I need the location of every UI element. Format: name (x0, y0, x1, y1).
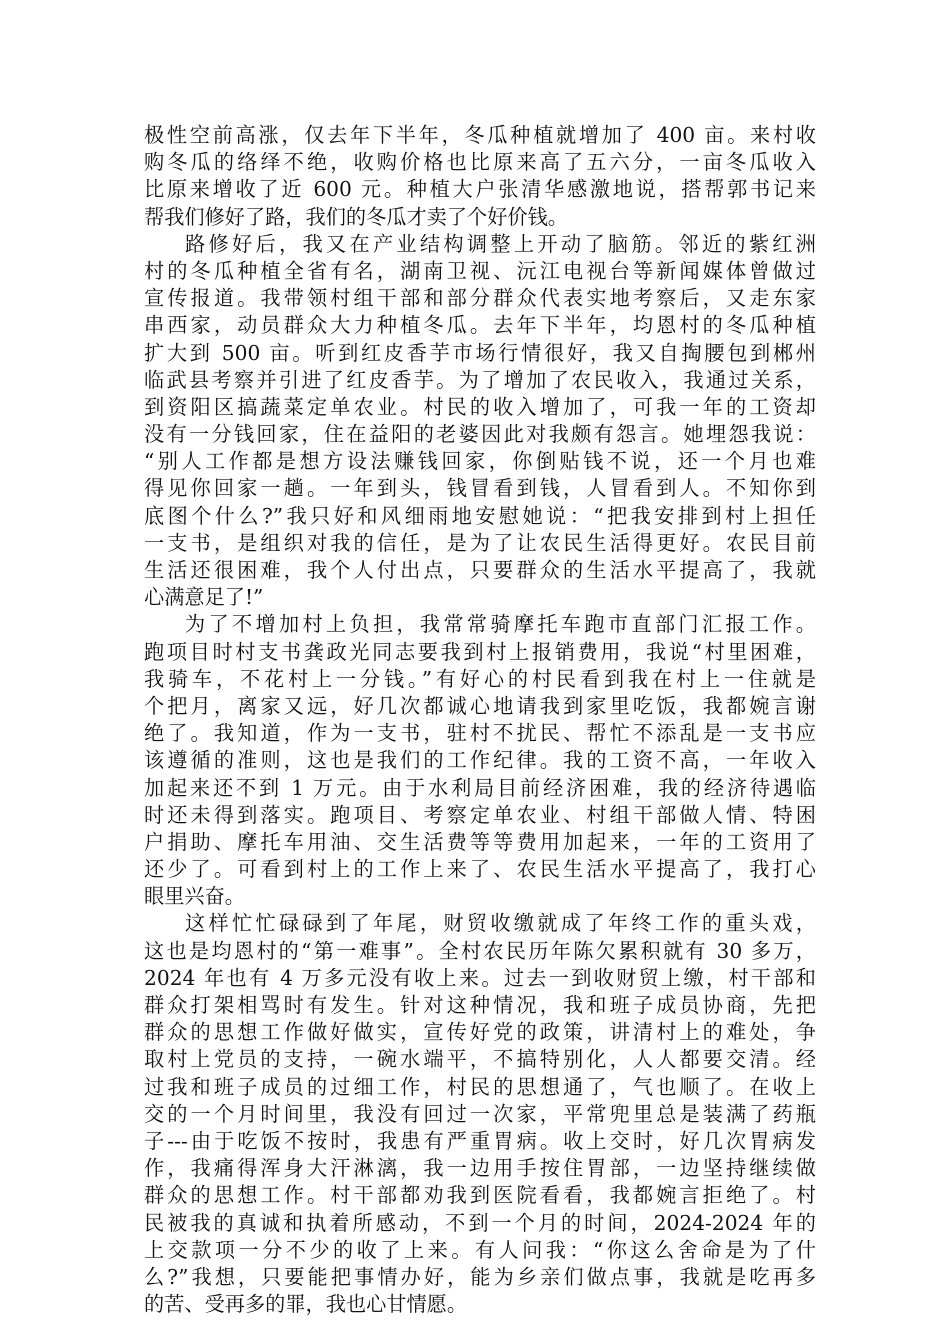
text-line: 2024 年也有 4 万多元没有收上来。过去一到收财贸上缴，村干部和 (144, 965, 816, 990)
text-line: 个把月，离家又远，好几次都诚心地请我到家里吃饭，我都婉言谢 (144, 693, 816, 718)
text-line: 得见你回家一趟。一年到头，钱冒看到钱，人冒看到人。不知你到 (144, 476, 816, 501)
text-line: 时还未得到落实。跑项目、考察定单农业、村组干部做人情、特困 (144, 802, 816, 827)
text-line: 心满意足了!” (144, 585, 264, 610)
text-line: 作，我痛得浑身大汗淋漓，我一边用手按住胃部，一边坚持继续做 (144, 1156, 816, 1181)
text-line: 路修好后，我又在产业结构调整上开动了脑筋。邻近的紫红洲 (185, 231, 816, 256)
text-line: 临武县考察并引进了红皮香芋。为了增加了农民收入，我通过关系， (144, 367, 816, 392)
text-line: 子---由于吃饭不按时，我患有严重胃病。收上交时，好几次胃病发 (144, 1128, 816, 1153)
text-line: 宣传报道。我带领村组干部和部分群众代表实地考察后，又走东家 (144, 286, 816, 311)
text-line: 串西家，动员群众大力种植冬瓜。去年下半年，均恩村的冬瓜种植 (144, 313, 816, 338)
text-line: 加起来还不到 1 万元。由于水利局目前经济困难，我的经济待遇临 (144, 775, 816, 800)
document-body (144, 122, 816, 1318)
text-line: 极性空前高涨，仅去年下半年，冬瓜种植就增加了 400 亩。来村收 (144, 123, 816, 147)
text-line: 一支书，是组织对我的信任，是为了让农民生活得更好。农民目前 (144, 530, 816, 555)
text-line: 我骑车，不花村上一分钱。”有好心的村民看到我在村上一住就是 (144, 666, 816, 691)
text-line: 群众的思想工作做好做实，宣传好党的政策，讲清村上的难处，争 (144, 1020, 816, 1045)
text-line: 上交款项一分不少的收了上来。有人问我：“你这么舍命是为了什 (144, 1237, 816, 1262)
text-line: 比原来增收了近 600 元。种植大户张清华感激地说，搭帮郭书记来 (144, 177, 816, 202)
text-line: 为了不增加村上负担，我常常骑摩托车跑市直部门汇报工作。 (185, 612, 816, 637)
text-line: 扩大到 500 亩。听到红皮香芋市场行情很好，我又自掏腰包到郴州 (144, 340, 816, 365)
text-line: 群众的思想工作。村干部都劝我到医院看看，我都婉言拒绝了。村 (144, 1183, 816, 1208)
text-line: 跑项目时村支书龚政光同志要我到村上报销费用，我说“村里困难， (144, 639, 816, 664)
text-line: “别人工作都是想方设法赚钱回家，你倒贴钱不说，还一个月也难 (144, 449, 816, 474)
text-line: 这样忙忙碌碌到了年尾，财贸收缴就成了年终工作的重头戏， (185, 911, 816, 936)
text-line: 过我和班子成员的过细工作，村民的思想通了，气也顺了。在收上 (144, 1074, 816, 1099)
text-line: 群众打架相骂时有发生。针对这种情况，我和班子成员协商，先把 (144, 993, 816, 1017)
text-line: 还少了。可看到村上的工作上来了、农民生活水平提高了，我打心 (144, 857, 816, 882)
text-line: 民被我的真诚和执着所感动，不到一个月的时间，2024-2024 年的 (144, 1210, 816, 1235)
text-line: 绝了。我知道，作为一支书，驻村不扰民、帮忙不添乱是一支书应 (144, 721, 816, 746)
text-line: 村的冬瓜种植全省有名，湖南卫视、沅江电视台等新闻媒体曾做过 (144, 258, 816, 283)
text-line: 底图个什么?”我只好和风细雨地安慰她说：“把我安排到村上担任 (144, 503, 816, 528)
text-line: 购冬瓜的络绎不绝，收购价格也比原来高了五六分，一亩冬瓜收入 (144, 150, 816, 175)
text-line: 这也是均恩村的“第一难事”。全村农民历年陈欠累积就有 30 多万， (144, 938, 816, 963)
text-line: 么?”我想，只要能把事情办好，能为乡亲们做点事，我就是吃再多 (144, 1264, 816, 1289)
text-line: 生活还很困难，我个人付出点，只要群众的生活水平提高了，我就 (144, 558, 816, 582)
text-line: 户捐助、摩托车用油、交生活费等等费用加起来，一年的工资用了 (144, 829, 816, 854)
text-line: 没有一分钱回家，住在益阳的老婆因此对我颇有怨言。她埋怨我说： (144, 422, 816, 447)
text-line: 该遵循的准则，这也是我们的工作纪律。我的工资不高，一年收入 (144, 748, 816, 773)
text-line: 取村上党员的支持，一碗水端平，不搞特别化，人人都要交清。经 (144, 1047, 816, 1072)
text-line: 到资阳区搞蔬菜定单农业。村民的收入增加了，可我一年的工资却 (144, 394, 816, 419)
text-line: 交的一个月时间里，我没有回过一次家，平常兜里总是装满了药瓶 (144, 1101, 816, 1126)
text-line: 眼里兴奋。 (144, 884, 245, 909)
text-line: 帮我们修好了路，我们的冬瓜才卖了个好价钱。 (144, 204, 568, 229)
text-line: 的苦、受再多的罪，我也心甘情愿。 (144, 1292, 468, 1317)
